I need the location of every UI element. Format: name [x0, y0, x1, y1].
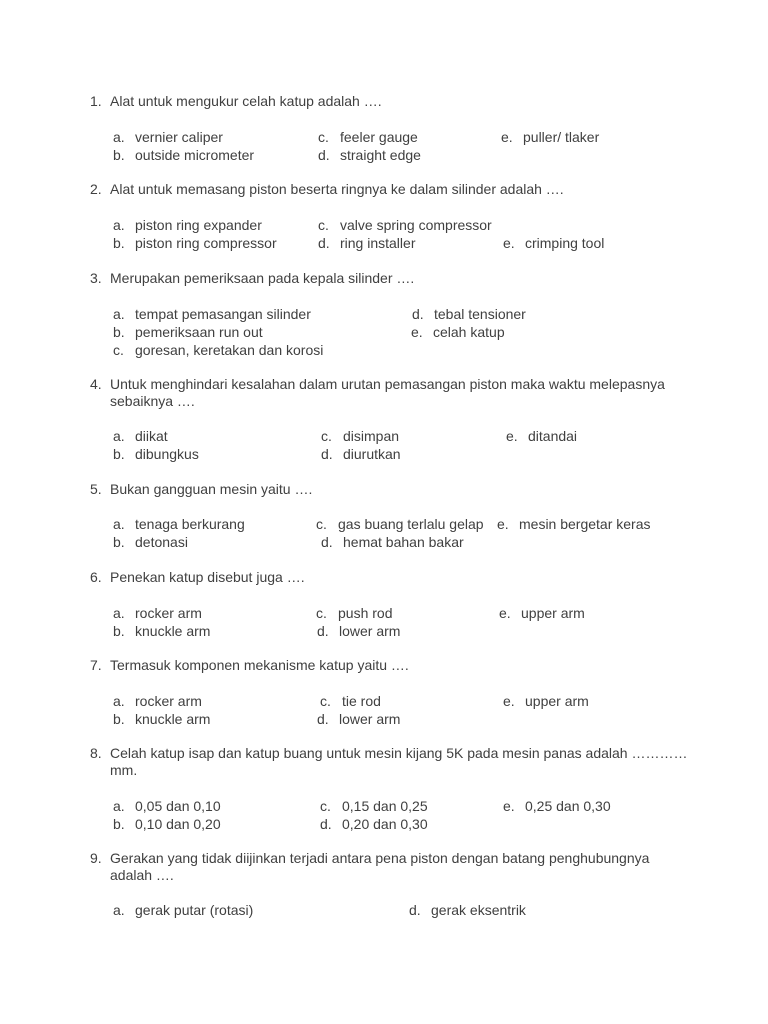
option-letter: a. — [113, 217, 125, 233]
option-letter: b. — [113, 534, 125, 550]
option-text: outside micrometer — [135, 147, 255, 163]
option-letter: d. — [318, 147, 330, 163]
option-6e — [499, 604, 585, 622]
option-5e — [497, 515, 651, 533]
option-letter: b. — [113, 235, 125, 251]
option-letter: a. — [113, 902, 125, 918]
option-letter: c. — [113, 342, 124, 358]
option-4c — [321, 427, 399, 445]
option-text: knuckle arm — [135, 623, 211, 639]
option-text: gerak eksentrik — [431, 902, 526, 918]
option-8b — [113, 815, 221, 833]
question-4 — [90, 376, 690, 409]
option-text: knuckle arm — [135, 711, 211, 727]
option-5d — [321, 533, 464, 551]
option-letter: b. — [113, 324, 125, 340]
option-letter: e. — [501, 129, 513, 145]
option-letter: c. — [316, 605, 327, 621]
option-letter: c. — [320, 693, 331, 709]
option-letter: b. — [113, 816, 125, 832]
question-number: 9. — [90, 850, 102, 866]
question-2 — [90, 181, 690, 198]
option-letter: e. — [499, 605, 511, 621]
question-6 — [90, 569, 690, 586]
option-9a — [113, 901, 253, 919]
option-2e — [503, 234, 604, 252]
question-number: 1. — [90, 93, 102, 109]
option-text: crimping tool — [525, 235, 605, 251]
option-letter: d. — [317, 623, 329, 639]
option-5b — [113, 533, 188, 551]
option-letter: d. — [412, 306, 424, 322]
option-2a — [113, 216, 262, 234]
question-text: Alat untuk memasang piston beserta ringnya ke dalam silinder adalah …. — [110, 181, 564, 197]
option-7b — [113, 710, 210, 728]
option-4a — [113, 427, 168, 445]
option-1e — [501, 128, 599, 146]
option-4d — [321, 445, 401, 463]
option-4b — [113, 445, 199, 463]
option-text: upper arm — [521, 605, 585, 621]
option-1b — [113, 146, 254, 164]
option-letter: b. — [113, 623, 125, 639]
option-6d — [317, 622, 400, 640]
option-letter: a. — [113, 129, 125, 145]
option-letter: a. — [113, 693, 125, 709]
option-letter: b. — [113, 446, 125, 462]
option-letter: e. — [503, 693, 515, 709]
option-8c — [320, 797, 428, 815]
option-text: detonasi — [135, 534, 188, 550]
option-text: lower arm — [339, 623, 401, 639]
option-text: gas buang terlalu gelap — [338, 516, 484, 532]
option-1a — [113, 128, 223, 146]
question-number: 5. — [90, 481, 102, 497]
option-5c — [316, 515, 484, 533]
option-letter: d. — [318, 235, 330, 251]
option-letter: d. — [321, 534, 333, 550]
option-3d — [412, 305, 526, 323]
question-5 — [90, 481, 690, 498]
option-1d — [318, 146, 421, 164]
option-text: tenaga berkurang — [135, 516, 245, 532]
question-number: 7. — [90, 657, 102, 673]
option-letter: d. — [321, 446, 333, 462]
option-letter: d. — [317, 711, 329, 727]
question-8 — [90, 745, 690, 778]
option-7c — [320, 692, 381, 710]
option-letter: e. — [411, 324, 423, 340]
question-1 — [90, 93, 690, 110]
option-6b — [113, 622, 210, 640]
option-text: tempat pemasangan silinder — [135, 306, 311, 322]
option-5a — [113, 515, 245, 533]
option-text: 0,10 dan 0,20 — [135, 816, 221, 832]
option-text: diikat — [135, 428, 168, 444]
question-number: 8. — [90, 745, 102, 761]
question-number: 2. — [90, 181, 102, 197]
option-text: disimpan — [343, 428, 400, 444]
option-text: tie rod — [342, 693, 381, 709]
option-letter: c. — [318, 217, 329, 233]
option-text: ditandai — [528, 428, 578, 444]
option-text: 0,15 dan 0,25 — [342, 798, 428, 814]
option-text: rocker arm — [135, 693, 202, 709]
option-letter: a. — [113, 798, 125, 814]
question-text: Gerakan yang tidak diijinkan terjadi antara pena piston dengan batang penghubungnya adalah …. — [110, 850, 650, 883]
option-text: 0,05 dan 0,10 — [135, 798, 221, 814]
option-text: rocker arm — [135, 605, 202, 621]
question-9 — [90, 850, 690, 883]
option-3b — [113, 323, 263, 341]
question-text: Penekan katup disebut juga …. — [110, 569, 305, 585]
question-7 — [90, 657, 690, 674]
question-text: Termasuk komponen mekanisme katup yaitu …. — [110, 657, 409, 673]
option-7e — [503, 692, 589, 710]
option-letter: e. — [497, 516, 509, 532]
option-text: piston ring expander — [135, 217, 262, 233]
option-7d — [317, 710, 400, 728]
option-letter: c. — [316, 516, 327, 532]
option-letter: e. — [506, 428, 518, 444]
option-letter: c. — [318, 129, 329, 145]
option-text: gerak putar (rotasi) — [135, 902, 254, 918]
option-text: puller/ tlaker — [523, 129, 600, 145]
question-number: 4. — [90, 376, 102, 392]
option-text: 0,25 dan 0,30 — [525, 798, 611, 814]
option-text: push rod — [338, 605, 393, 621]
option-letter: a. — [113, 605, 125, 621]
option-letter: e. — [503, 798, 515, 814]
option-letter: b. — [113, 711, 125, 727]
option-text: ring installer — [340, 235, 416, 251]
question-text: Alat untuk mengukur celah katup adalah …. — [110, 93, 382, 109]
question-text: Untuk menghindari kesalahan dalam urutan pemasangan piston maka waktu melepasnya sebaiknya …. — [110, 376, 665, 409]
option-1c — [318, 128, 418, 146]
option-text: pemeriksaan run out — [135, 324, 263, 340]
option-2c — [318, 216, 492, 234]
option-text: upper arm — [525, 693, 589, 709]
question-3 — [90, 270, 690, 287]
option-8a — [113, 797, 221, 815]
option-text: tebal tensioner — [434, 306, 526, 322]
option-text: mesin bergetar keras — [519, 516, 651, 532]
option-text: straight edge — [340, 147, 421, 163]
option-letter: a. — [113, 516, 125, 532]
option-6c — [316, 604, 392, 622]
option-text: vernier caliper — [135, 129, 223, 145]
option-8d — [320, 815, 428, 833]
option-text: goresan, keretakan dan korosi — [135, 342, 324, 358]
option-text: piston ring compressor — [135, 235, 277, 251]
option-text: lower arm — [339, 711, 401, 727]
option-9d — [409, 901, 526, 919]
option-letter: c. — [320, 798, 331, 814]
question-text: Merupakan pemeriksaan pada kepala silinder …. — [110, 270, 415, 286]
option-3a — [113, 305, 311, 323]
option-4e — [506, 427, 577, 445]
option-text: 0,20 dan 0,30 — [342, 816, 428, 832]
option-text: hemat bahan bakar — [343, 534, 464, 550]
option-text: feeler gauge — [340, 129, 418, 145]
option-letter: c. — [321, 428, 332, 444]
option-2d — [318, 234, 415, 252]
option-letter: a. — [113, 428, 125, 444]
option-2b — [113, 234, 277, 252]
option-letter: a. — [113, 306, 125, 322]
question-text: Celah katup isap dan katup buang untuk mesin kijang 5K pada mesin panas adalah …………mm. — [110, 745, 688, 778]
option-3c — [113, 341, 323, 359]
option-text: dibungkus — [135, 446, 199, 462]
option-text: diurutkan — [343, 446, 401, 462]
option-text: celah katup — [433, 324, 505, 340]
question-number: 3. — [90, 270, 102, 286]
question-number: 6. — [90, 569, 102, 585]
option-8e — [503, 797, 611, 815]
option-7a — [113, 692, 202, 710]
question-text: Bukan gangguan mesin yaitu …. — [110, 481, 313, 497]
option-3e — [411, 323, 505, 341]
option-letter: b. — [113, 147, 125, 163]
option-letter: d. — [320, 816, 332, 832]
option-6a — [113, 604, 202, 622]
option-letter: d. — [409, 902, 421, 918]
option-text: valve spring compressor — [340, 217, 492, 233]
option-letter: e. — [503, 235, 515, 251]
